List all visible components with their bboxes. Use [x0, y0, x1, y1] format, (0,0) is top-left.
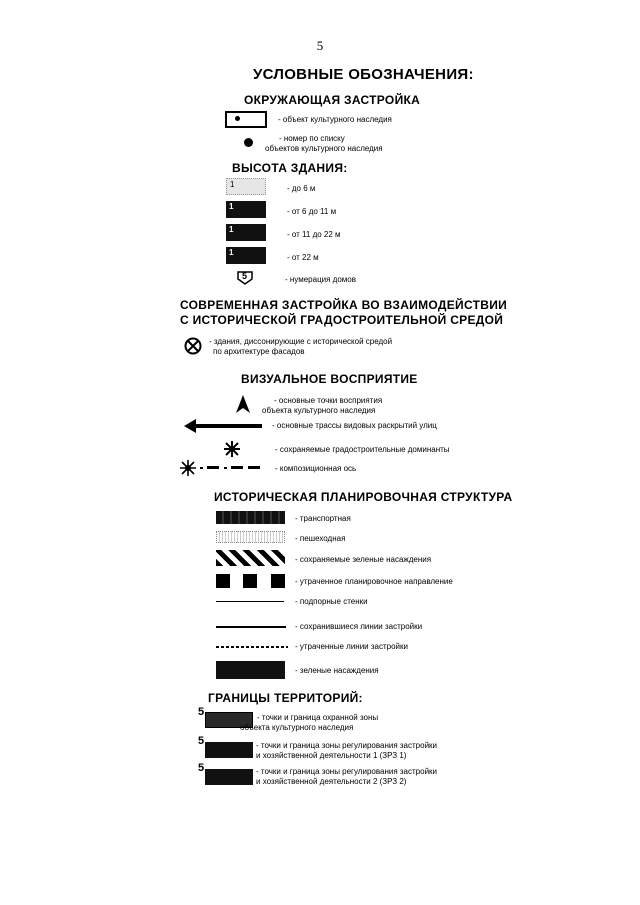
height-label-22: - от 22 м: [287, 253, 319, 262]
zrz2-label-1: - точки и граница зоны регулирования застройки: [256, 767, 438, 776]
zrz1-badge: 5: [198, 735, 205, 747]
protect-zone-label-2: объекта культурного наследия: [240, 723, 354, 732]
dominant-star-icon: [224, 441, 240, 457]
height-label-11-22: - от 11 до 22 м: [287, 230, 341, 239]
height-swatch-11-22: [226, 224, 266, 241]
dissonant-label-1: - здания, диссонирующие с исторической средой: [209, 337, 393, 346]
zrz2-label-2: и хозяйственной деятельности 2 (ЗРЗ 2): [256, 777, 407, 786]
list-number-label-2: объектов культурного наследия: [265, 144, 383, 153]
zrz1-label-2: и хозяйственной деятельности 1 (ЗРЗ 1): [256, 751, 407, 760]
kept-building-line: [216, 626, 286, 628]
heritage-object-symbol: [225, 111, 267, 128]
zrz2-symbol: [198, 764, 254, 786]
height-swatch-low: [226, 178, 266, 195]
transport-swatch: [216, 511, 285, 524]
kept-lines-label: - сохранившиеся линии застройки: [295, 622, 423, 631]
house-number-symbol: [237, 271, 253, 285]
viewpoints-label-2: объекта культурного наследия: [262, 406, 376, 415]
protect-zone-label-1: - точки и граница охранной зоны: [257, 713, 379, 722]
height-heading: ВЫСОТА ЗДАНИЯ:: [232, 161, 348, 175]
pedestrian-swatch: [216, 531, 285, 543]
height-swatch-6-11: [226, 201, 266, 218]
historic-heading: ИСТОРИЧЕСКАЯ ПЛАНИРОВОЧНАЯ СТРУКТУРА: [214, 490, 513, 504]
view-route-arrow-icon: [184, 419, 262, 433]
zrz2-badge: 5: [198, 762, 205, 774]
height-swatch-22: [226, 247, 266, 264]
lost-direction-swatch: [216, 574, 285, 588]
lost-building-line: [216, 646, 288, 648]
retaining-wall-line: [216, 601, 284, 602]
green-swatch: [216, 661, 285, 679]
heritage-object-label: - объект культурного наследия: [278, 115, 392, 124]
height-label-6-11: - от 6 до 11 м: [287, 207, 337, 216]
transport-label: - транспортная: [295, 514, 351, 523]
house-numbering-label: - нумерация домов: [285, 275, 356, 284]
green-kept-swatch: [216, 550, 285, 566]
page-number: 5: [316, 38, 324, 53]
height-badge-2: 1: [229, 202, 234, 211]
lost-direction-label: - утраченное планировочное направление: [295, 577, 453, 586]
height-badge-4: 1: [229, 248, 234, 257]
viewpoint-arrow-icon: [236, 395, 250, 413]
list-number-icon: [244, 138, 253, 147]
composition-axis-icon: [180, 460, 262, 476]
dissonant-icon: [184, 337, 202, 355]
green-label: - зеленые насаждения: [295, 666, 379, 675]
zrz1-symbol: [198, 737, 254, 759]
retaining-walls-label: - подпорные стенки: [295, 597, 368, 606]
modern-heading-2: С ИСТОРИЧЕСКОЙ ГРАДОСТРОИТЕЛЬНОЙ СРЕДОЙ: [180, 313, 504, 327]
height-label-low: - до 6 м: [287, 184, 316, 193]
house-number-badge: 5: [242, 271, 248, 281]
pedestrian-label: - пешеходная: [295, 534, 346, 543]
zrz1-label-1: - точки и граница зоны регулирования застройки: [256, 741, 438, 750]
modern-heading-1: СОВРЕМЕННАЯ ЗАСТРОЙКА ВО ВЗАИМОДЕЙСТВИИ: [180, 298, 508, 312]
visual-heading: ВИЗУАЛЬНОЕ ВОСПРИЯТИЕ: [241, 372, 418, 386]
dissonant-label-2: по архитектуре фасадов: [213, 347, 305, 356]
surrounding-heading: ОКРУЖАЮЩАЯ ЗАСТРОЙКА: [244, 93, 421, 107]
lost-lines-label: - утраченные линии застройки: [295, 642, 408, 651]
list-number-label-1: - номер по списку: [279, 134, 345, 143]
dominants-label: - сохраняемые градостроительные доминанты: [275, 445, 450, 454]
borders-heading: ГРАНИЦЫ ТЕРРИТОРИЙ:: [208, 691, 363, 705]
green-kept-label: - сохраняемые зеленые насаждения: [295, 555, 432, 564]
height-badge-1: 1: [230, 180, 235, 189]
viewpoints-label-1: - основные точки восприятия: [274, 396, 383, 405]
legend-title: УСЛОВНЫЕ ОБОЗНАЧЕНИЯ:: [253, 66, 474, 83]
protect-zone-badge: 5: [198, 706, 205, 718]
view-routes-label: - основные трассы видовых раскрытий улиц: [272, 421, 437, 430]
composition-axis-label: - композиционная ось: [275, 464, 357, 473]
height-badge-3: 1: [229, 225, 234, 234]
